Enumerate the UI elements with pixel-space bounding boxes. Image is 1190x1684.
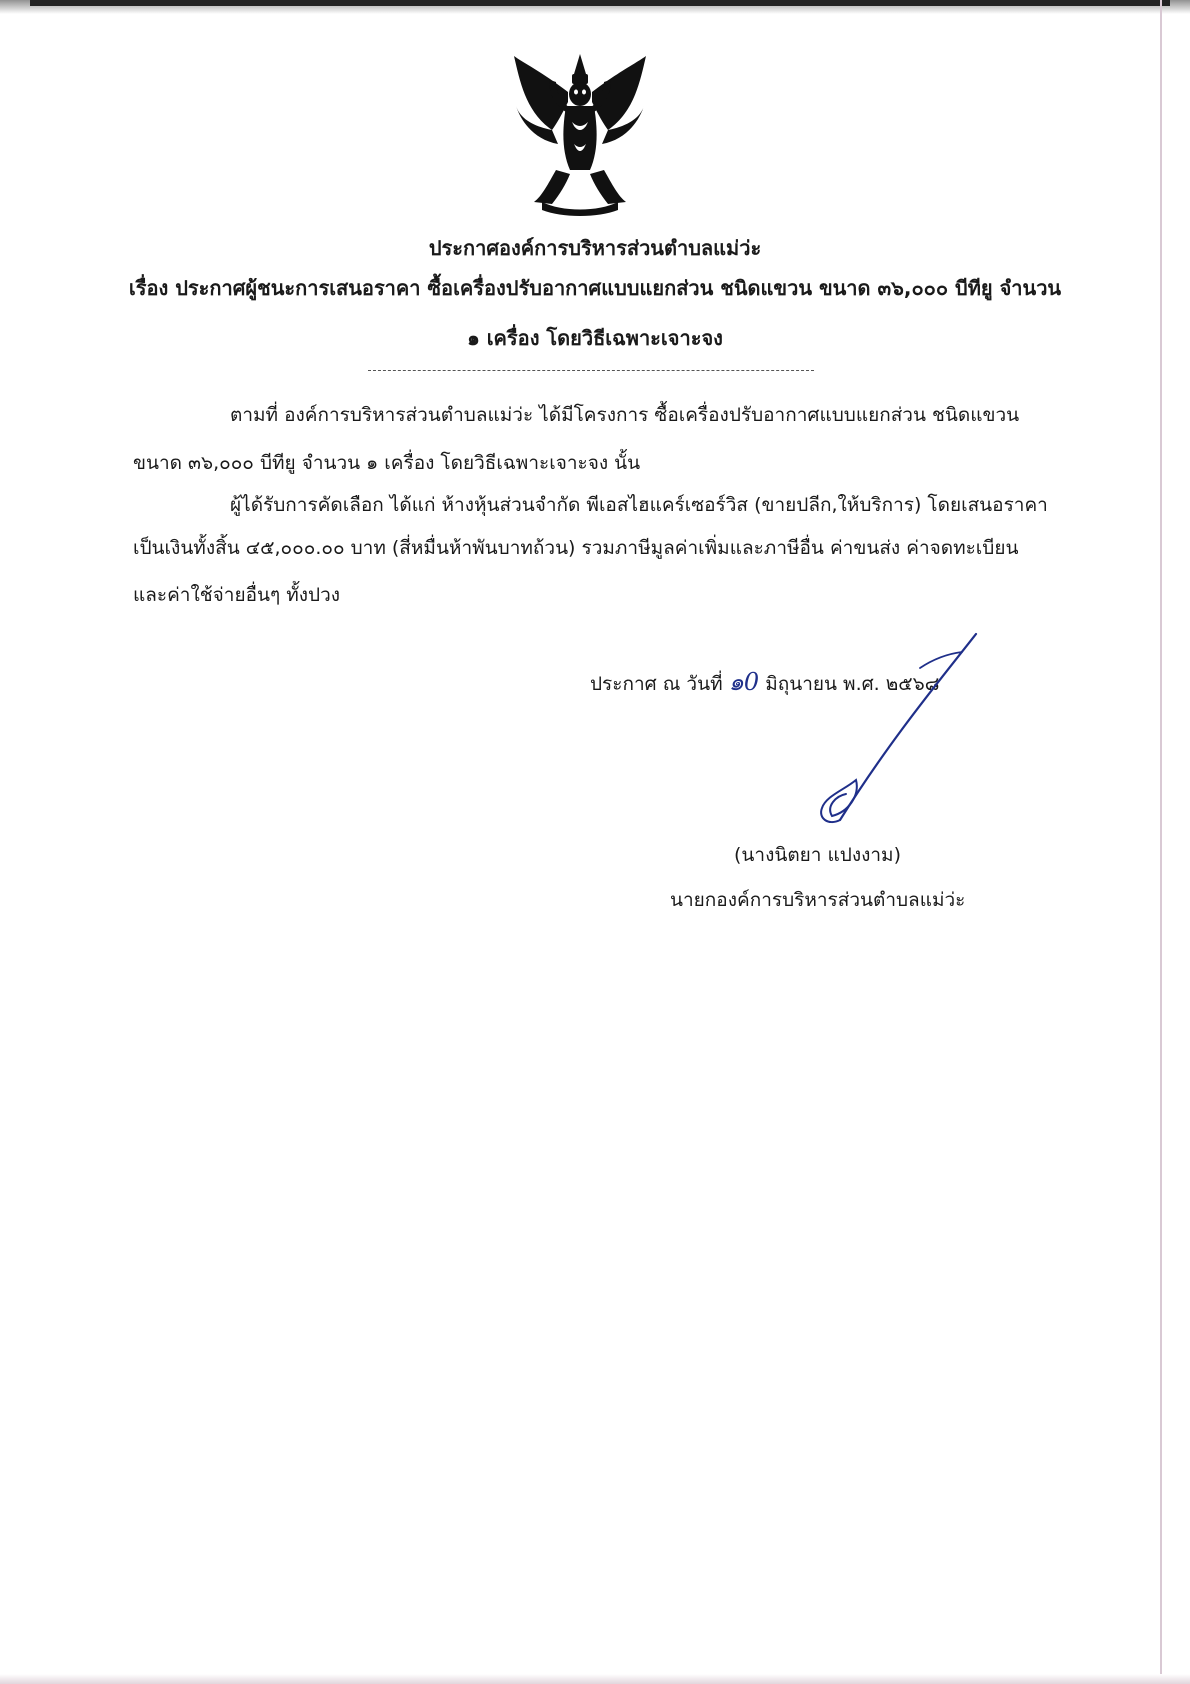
header-divider — [368, 370, 814, 371]
signer-name: (นางนิตยา แปงงาม) — [734, 844, 901, 866]
announcement-org-title: ประกาศองค์การบริหารส่วนตำบลแม่ว่ะ — [428, 236, 762, 260]
date-month-year: มิถุนายน พ.ศ. ๒๕๖๘ — [765, 673, 940, 695]
announcement-subject-line-1: เรื่อง ประกาศผู้ชนะการเสนอราคา ซื้อเครื่องปรับอากาศแบบแยกส่วน ชนิดแขวน ขนาด ๓๖,๐๐๐ บีทียู จำนวน — [128, 276, 1062, 300]
date-prefix: ประกาศ ณ วันที่ — [590, 673, 723, 695]
signer-title: นายกองค์การบริหารส่วนตำบลแม่ว่ะ — [670, 889, 966, 911]
scan-border-bottom — [0, 1674, 1190, 1684]
scan-border-top — [30, 0, 1170, 6]
announcement-subject-line-2: ๑ เครื่อง โดยวิธีเฉพาะเจาะจง — [467, 326, 723, 350]
paragraph-1-line-1: ตามที่ องค์การบริหารส่วนตำบลแม่ว่ะ ได้มีโครงการ ซื้อเครื่องปรับอากาศแบบแยกส่วน ชนิดแขวน — [230, 404, 1020, 426]
paragraph-2-line-3: และค่าใช้จ่ายอื่นๆ ทั้งปวง — [133, 584, 341, 606]
garuda-emblem-icon — [512, 52, 648, 218]
paragraph-2-line-1: ผู้ได้รับการคัดเลือก ได้แก่ ห้างหุ้นส่วนจำกัด พีเอสไฮแคร์เซอร์วิส (ขายปลีก,ให้บริการ) โดยเสนอราคา — [230, 494, 1048, 516]
handwritten-signature-icon — [770, 620, 990, 840]
date-day-handwritten: ๑0 — [728, 668, 760, 696]
paragraph-2-line-2: เป็นเงินทั้งสิ้น ๔๕,๐๐๐.๐๐ บาท (สี่หมื่นห้าพันบาทถ้วน) รวมภาษีมูลค่าเพิ่มและภาษีอื่น ค่าขนส่ง ค่าจดทะเบียน — [133, 537, 1019, 559]
scan-border-right — [1160, 0, 1162, 1684]
paragraph-1-line-2: ขนาด ๓๖,๐๐๐ บีทียู จำนวน ๑ เครื่อง โดยวิธีเฉพาะเจาะจง นั้น — [133, 452, 641, 474]
